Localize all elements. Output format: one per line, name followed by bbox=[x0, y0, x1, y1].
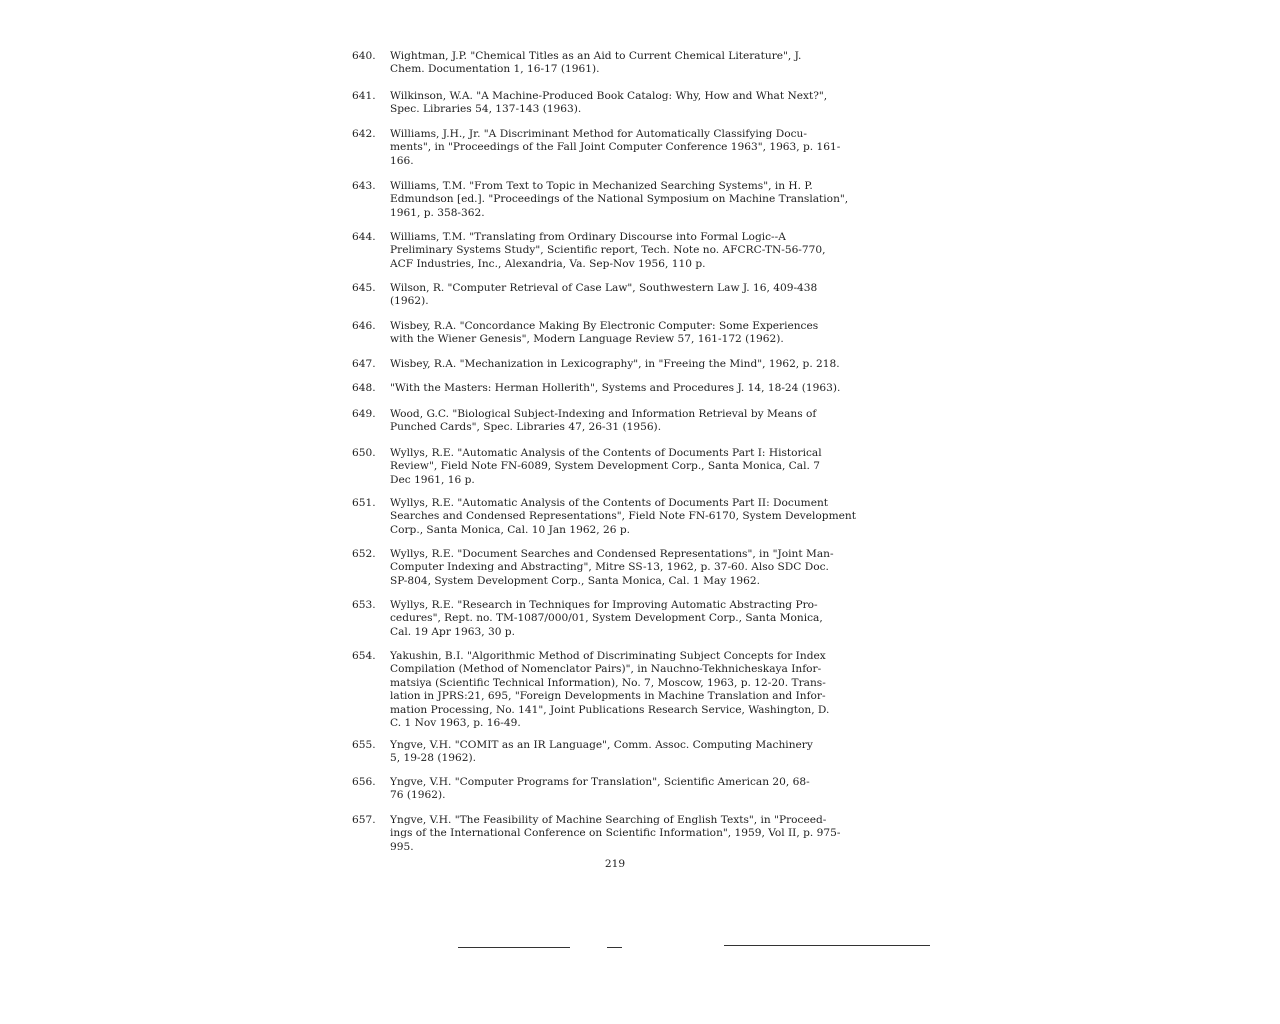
reference-line: ments", in "Proceedings of the Fall Joint Computer Conference 1963", 1963, p. 161- bbox=[390, 141, 841, 154]
reference-line: Williams, T.M. "From Text to Topic in Mechanized Searching Systems", in H. P. bbox=[390, 180, 813, 192]
reference-line: Wilkinson, W.A. "A Machine-Produced Book Catalog: Why, How and What Next?", bbox=[390, 90, 828, 102]
reference-number: 641. bbox=[352, 90, 376, 102]
reference-line: Wilson, R. "Computer Retrieval of Case Law", Southwestern Law J. 16, 409-438 bbox=[390, 282, 818, 294]
reference-number: 643. bbox=[352, 180, 376, 192]
reference-entry bbox=[352, 548, 880, 588]
reference-line: 995. bbox=[390, 840, 414, 853]
reference-line: ings of the International Conference on Scientific Information", 1959, Vol II, p. 975- bbox=[390, 827, 841, 840]
reference-line: Wisbey, R.A. "Mechanization in Lexicography", in "Freeing the Mind", 1962, p. 218. bbox=[390, 358, 840, 370]
reference-text bbox=[390, 814, 880, 854]
reference-line: 5, 19-28 (1962). bbox=[390, 752, 476, 765]
reference-line: matsiya (Scientific Technical Information), No. 7, Moscow, 1963, p. 12-20. Trans- bbox=[390, 676, 826, 689]
reference-text bbox=[390, 548, 880, 588]
footer-rule-right bbox=[724, 945, 930, 946]
reference-entry bbox=[352, 408, 880, 435]
reference-number: 642. bbox=[352, 128, 376, 140]
reference-text bbox=[390, 382, 880, 395]
reference-number: 655. bbox=[352, 739, 376, 751]
reference-entry bbox=[352, 776, 880, 803]
reference-line: Review", Field Note FN-6089, System Development Corp., Santa Monica, Cal. 7 bbox=[390, 460, 820, 473]
reference-number: 650. bbox=[352, 447, 376, 459]
reference-line: Punched Cards", Spec. Libraries 47, 26-31 (1956). bbox=[390, 421, 662, 434]
reference-number: 649. bbox=[352, 408, 376, 420]
reference-text bbox=[390, 320, 880, 347]
reference-number: 654. bbox=[352, 650, 376, 662]
reference-text bbox=[390, 180, 880, 220]
reference-entry bbox=[352, 282, 880, 309]
reference-entry bbox=[352, 180, 880, 220]
reference-number: 646. bbox=[352, 320, 376, 332]
reference-text bbox=[390, 776, 880, 803]
reference-entry bbox=[352, 382, 880, 395]
reference-entry bbox=[352, 90, 880, 117]
reference-line: Wightman, J.P. "Chemical Titles as an Aid to Current Chemical Literature", J. bbox=[390, 50, 802, 62]
reference-text bbox=[390, 50, 880, 77]
reference-line: Williams, J.H., Jr. "A Discriminant Method for Automatically Classifying Docu- bbox=[390, 128, 807, 140]
reference-line: Yngve, V.H. "The Feasibility of Machine Searching of English Texts", in "Proceed- bbox=[390, 814, 827, 826]
reference-entry bbox=[352, 497, 880, 537]
reference-line: Cal. 19 Apr 1963, 30 p. bbox=[390, 625, 515, 638]
reference-line: Wyllys, R.E. "Document Searches and Condensed Representations", in "Joint Man- bbox=[390, 548, 834, 560]
footer-rule-middle bbox=[607, 947, 622, 948]
reference-text bbox=[390, 739, 880, 766]
reference-line: Wood, G.C. "Biological Subject-Indexing and Information Retrieval by Means of bbox=[390, 408, 817, 420]
footer-rule-left bbox=[458, 947, 570, 948]
reference-number: 645. bbox=[352, 282, 376, 294]
reference-line: mation Processing, No. 141", Joint Publications Research Service, Washington, D. bbox=[390, 703, 830, 716]
reference-text bbox=[390, 447, 880, 487]
reference-text bbox=[390, 408, 880, 435]
reference-number: 656. bbox=[352, 776, 376, 788]
reference-entry bbox=[352, 320, 880, 347]
reference-text bbox=[390, 90, 880, 117]
reference-entry bbox=[352, 128, 880, 168]
reference-line: Compilation (Method of Nomenclator Pairs)", in Nauchno-Tekhnicheskaya Infor- bbox=[390, 663, 822, 676]
reference-line: Wisbey, R.A. "Concordance Making By Electronic Computer: Some Experiences bbox=[390, 320, 819, 332]
reference-line: Preliminary Systems Study", Scientific report, Tech. Note no. AFCRC-TN-56-770, bbox=[390, 244, 826, 257]
reference-entry bbox=[352, 447, 880, 487]
reference-number: 647. bbox=[352, 358, 376, 370]
reference-text bbox=[390, 599, 880, 639]
reference-entry bbox=[352, 599, 880, 639]
reference-line: Wyllys, R.E. "Automatic Analysis of the Contents of Documents Part I: Historical bbox=[390, 447, 822, 459]
reference-number: 653. bbox=[352, 599, 376, 611]
reference-text bbox=[390, 231, 880, 271]
reference-entry bbox=[352, 50, 880, 77]
reference-number: 644. bbox=[352, 231, 376, 243]
reference-text bbox=[390, 650, 880, 730]
reference-line: Spec. Libraries 54, 137-143 (1963). bbox=[390, 103, 582, 116]
reference-text bbox=[390, 282, 880, 309]
reference-line: Edmundson [ed.]. "Proceedings of the National Symposium on Machine Translation", bbox=[390, 193, 849, 206]
reference-line: cedures", Rept. no. TM-1087/000/01, System Development Corp., Santa Monica, bbox=[390, 612, 823, 625]
reference-line: Chem. Documentation 1, 16-17 (1961). bbox=[390, 63, 600, 76]
reference-line: 76 (1962). bbox=[390, 789, 446, 802]
reference-line: lation in JPRS:21, 695, "Foreign Developments in Machine Translation and Infor- bbox=[390, 690, 826, 703]
reference-line: (1962). bbox=[390, 295, 429, 308]
reference-line: Yngve, V.H. "COMIT as an IR Language", Comm. Assoc. Computing Machinery bbox=[390, 739, 813, 751]
reference-number: 657. bbox=[352, 814, 376, 826]
reference-line: "With the Masters: Herman Hollerith", Systems and Procedures J. 14, 18-24 (1963). bbox=[390, 382, 841, 394]
reference-entry bbox=[352, 739, 880, 766]
reference-line: ACF Industries, Inc., Alexandria, Va. Sep-Nov 1956, 110 p. bbox=[390, 257, 706, 270]
reference-number: 651. bbox=[352, 497, 376, 509]
reference-text bbox=[390, 358, 880, 371]
reference-entry bbox=[352, 814, 880, 854]
reference-line: C. 1 Nov 1963, p. 16-49. bbox=[390, 717, 521, 730]
reference-line: Williams, T.M. "Translating from Ordinary Discourse into Formal Logic--A bbox=[390, 231, 786, 243]
reference-line: SP-804, System Development Corp., Santa Monica, Cal. 1 May 1962. bbox=[390, 574, 760, 587]
reference-entry bbox=[352, 231, 880, 271]
page-number: 219 bbox=[604, 858, 626, 870]
reference-line: Computer Indexing and Abstracting", Mitre SS-13, 1962, p. 37-60. Also SDC Doc. bbox=[390, 561, 829, 574]
reference-line: with the Wiener Genesis", Modern Language Review 57, 161-172 (1962). bbox=[390, 333, 784, 346]
reference-number: 640. bbox=[352, 50, 376, 62]
reference-line: Wyllys, R.E. "Automatic Analysis of the Contents of Documents Part II: Document bbox=[390, 497, 829, 509]
reference-line: Searches and Condensed Representations", Field Note FN-6170, System Development bbox=[390, 510, 856, 523]
reference-line: 166. bbox=[390, 154, 414, 167]
reference-line: Yngve, V.H. "Computer Programs for Translation", Scientific American 20, 68- bbox=[390, 776, 810, 788]
reference-line: Yakushin, B.I. "Algorithmic Method of Discriminating Subject Concepts for Index bbox=[390, 650, 826, 662]
reference-line: Dec 1961, 16 p. bbox=[390, 473, 475, 486]
reference-number: 652. bbox=[352, 548, 376, 560]
reference-line: Wyllys, R.E. "Research in Techniques for Improving Automatic Abstracting Pro- bbox=[390, 599, 818, 611]
reference-line: Corp., Santa Monica, Cal. 10 Jan 1962, 26 p. bbox=[390, 523, 631, 536]
reference-entry bbox=[352, 650, 880, 730]
reference-text bbox=[390, 497, 880, 537]
reference-line: 1961, p. 358-362. bbox=[390, 206, 485, 219]
reference-entry bbox=[352, 358, 880, 371]
reference-number: 648. bbox=[352, 382, 376, 394]
reference-text bbox=[390, 128, 880, 168]
